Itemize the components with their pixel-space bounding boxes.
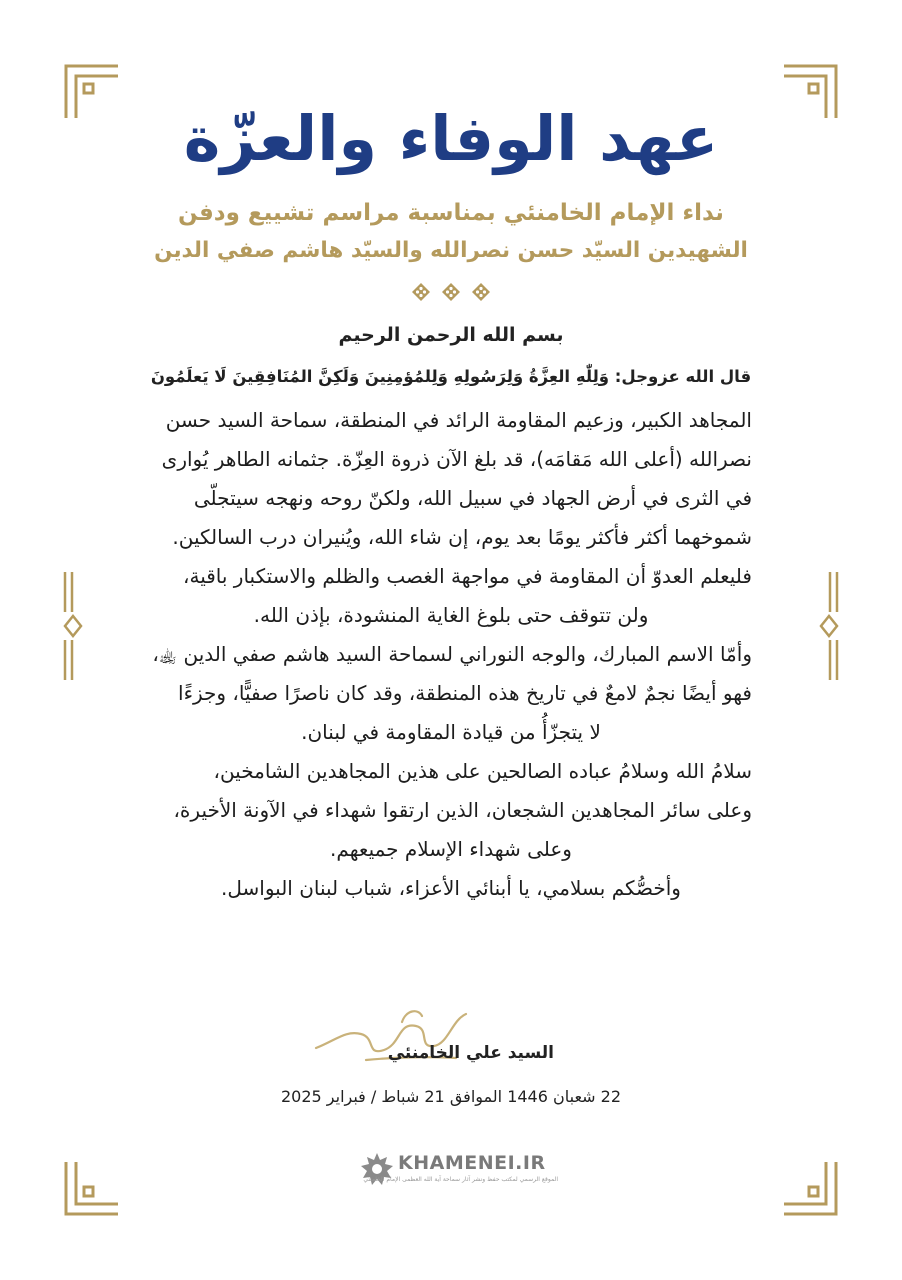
body-line: فهو أيضًا نجمٌ لامعٌ في تاريخ هذه المنطقة، وقد كان ناصرًا صفيًّا، وجزءًا (178, 681, 752, 705)
message-body (150, 401, 752, 908)
body-line: فليعلم العدوّ أن المقاومة في مواجهة الغصب والظلم والاستكبار باقية، (183, 564, 752, 588)
body-line: نصرالله (أعلى الله مَقامَه)، قد بلغ الآن ذروة العِزّة. جثمانه الطاهر يُوارى (161, 447, 752, 471)
quran-verse: قال الله عزوجل: وَلِلّٰهِ العِزَّةُ وَلِرَسُولِهِ وَلِلمُؤمِنِينَ وَلَكِنَّ المُنَافِقِينَ لَا يَعلَمُونَ (150, 367, 752, 386)
body-line: في الثرى في أرض الجهاد في سبيل الله، ولكنّ روحه ونهجه سيتجلّى (193, 486, 752, 510)
side-ornament-icon (60, 572, 86, 680)
body-line: وعلى شهداء الإسلام جميعهم. (330, 837, 572, 861)
diamond-icon (441, 282, 461, 302)
subtitle-line-1: نداء الإمام الخامنئي بمناسبة مراسم تشييع ودفن (178, 200, 724, 226)
logo-text: KHAMENEI.IR (398, 1152, 546, 1174)
body-line: سلامُ الله وسلامُ عباده الصالحين على هذين المجاهدين الشامخين، (213, 759, 752, 783)
signature-name: السيد علي الخامنئي (387, 1043, 554, 1063)
corner-ornament-icon (62, 62, 120, 120)
diamond-icon (471, 282, 491, 302)
basmala: بسم الله الرحمن الرحيم (338, 324, 564, 346)
page-title: عهد الوفاء والعزّة (183, 102, 719, 175)
body-line: ولن تتوقف حتى بلوغ الغاية المنشودة، بإذن الله. (253, 603, 649, 627)
body-line: وعلى سائر المجاهدين الشجعان، الذين ارتقوا شهداء في الآونة الأخيرة، (173, 798, 752, 822)
diamond-icon (411, 282, 431, 302)
signature-date: 22 شعبان 1446 الموافق 21 شباط / فبراير 2025 (280, 1087, 622, 1106)
divider-ornament (411, 282, 491, 302)
logo-subtext: الموقع الرسمي لمكتب حفظ ونشر آثار سماحة آية الله العظمى الإمام الخامنئي (363, 1176, 558, 1183)
body-line: لا يتجزّأُ من قيادة المقاومة في لبنان. (301, 720, 601, 744)
body-line: شموخهما أكثر فأكثر يومًا بعد يوم، إن شاء الله، ويُنيران درب السالكين. (172, 525, 752, 549)
subtitle-line-2: الشهيدين السيّد حسن نصرالله والسيّد هاشم صفي الدين (154, 238, 748, 263)
body-line: وأخصُّكم بسلامي، يا أبنائي الأعزاء، شباب لبنان البواسل. (221, 876, 681, 900)
corner-ornament-icon (62, 1160, 120, 1218)
footer-logo[interactable] (360, 1148, 560, 1192)
corner-ornament-icon (782, 1160, 840, 1218)
corner-ornament-icon (782, 62, 840, 120)
side-ornament-icon (816, 572, 842, 680)
body-line: المجاهد الكبير، وزعيم المقاومة الرائد في المنطقة، سماحة السيد حسن (165, 408, 752, 432)
body-line: وأمّا الاسم المبارك، والوجه النوراني لسماحة السيد هاشم صفي الدين ﵀، (152, 642, 752, 666)
